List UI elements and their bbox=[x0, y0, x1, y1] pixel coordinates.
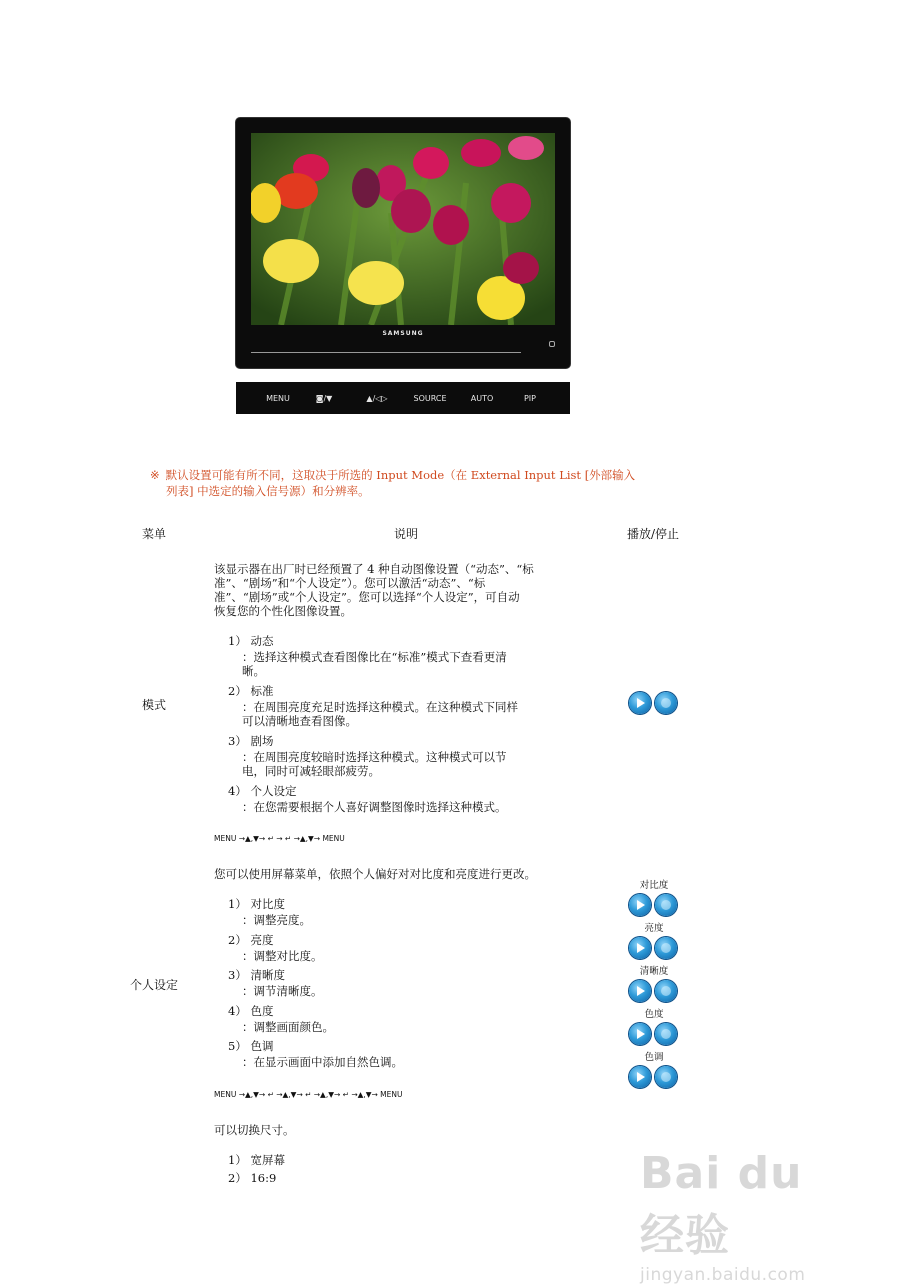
custom-item-desc: ：调节清晰度。 bbox=[242, 984, 323, 998]
play-icon bbox=[637, 698, 645, 708]
custom-intro: 您可以使用屏幕菜单，依照个人偏好对对比度和亮度进行更改。 bbox=[214, 867, 536, 881]
play-button[interactable] bbox=[629, 1066, 651, 1088]
mode-intro-line: 准”、“剧场”和“个人设定”）。您可以激活“动态”、“标 bbox=[214, 576, 486, 590]
stop-button[interactable] bbox=[655, 1023, 677, 1045]
tulip-photo bbox=[251, 133, 555, 325]
mode-item-desc: 可以清晰地查看图像。 bbox=[242, 714, 357, 728]
stop-icon bbox=[661, 698, 671, 708]
note-line-1: 默认设置可能有所不同，这取决于所选的 Input Mode（在 External Input List [外部输入 bbox=[165, 468, 636, 482]
monitor-screen-photo bbox=[251, 133, 555, 325]
bezel-line bbox=[251, 352, 521, 353]
custom-item-desc: ：调整画面颜色。 bbox=[242, 1020, 334, 1034]
custom-item-desc: ：调整亮度。 bbox=[242, 913, 311, 927]
play-icon bbox=[637, 986, 645, 996]
play-icon bbox=[637, 1072, 645, 1082]
play-button[interactable] bbox=[629, 1023, 651, 1045]
stop-icon bbox=[661, 943, 671, 953]
button-label-brightness: 亮度 bbox=[644, 923, 664, 934]
header-menu: 菜单 bbox=[142, 527, 167, 541]
baidu-watermark bbox=[640, 1148, 860, 1285]
mode-intro-line: 恢复您的个性化图像设置。 bbox=[214, 604, 352, 618]
mode-item-desc: ：选择这种模式查看图像比在“标准”模式下查看更清 bbox=[242, 650, 507, 664]
mode-play-stop-buttons bbox=[629, 692, 681, 716]
play-button[interactable] bbox=[629, 692, 651, 714]
mode-item-desc: ：在周围亮度充足时选择这种模式。在这种模式下同样 bbox=[242, 700, 518, 714]
stop-icon bbox=[661, 900, 671, 910]
baidu-logo: Bai du 经验 bbox=[640, 1148, 803, 1261]
color-play-stop-buttons bbox=[629, 1023, 681, 1047]
size-intro: 可以切换尺寸。 bbox=[214, 1123, 295, 1137]
size-item: 1） 宽屏幕 bbox=[228, 1153, 285, 1167]
baidu-url: jingyan.baidu.com bbox=[640, 1265, 806, 1285]
stop-button[interactable] bbox=[655, 980, 677, 1002]
sharpness-play-stop-buttons bbox=[629, 980, 681, 1004]
mode-intro bbox=[214, 562, 604, 618]
mode-item-title: 1） 动态 bbox=[228, 634, 274, 648]
size-item: 2） 16:9 bbox=[228, 1171, 277, 1185]
play-icon bbox=[637, 1029, 645, 1039]
stop-button[interactable] bbox=[655, 894, 677, 916]
stop-icon bbox=[661, 1029, 671, 1039]
play-button[interactable] bbox=[629, 937, 651, 959]
header-description: 说明 bbox=[394, 527, 419, 541]
row-label-custom: 个人设定 bbox=[130, 978, 179, 992]
mode-item-title: 4） 个人设定 bbox=[228, 784, 297, 798]
custom-item-title: 1） 对比度 bbox=[228, 897, 285, 911]
mode-item-desc: 晰。 bbox=[242, 664, 265, 678]
button-label-sharpness: 清晰度 bbox=[639, 966, 669, 977]
menu-key-label: MENU bbox=[266, 394, 290, 403]
button-label-tint: 色调 bbox=[644, 1052, 664, 1063]
custom-item-title: 2） 亮度 bbox=[228, 933, 274, 947]
stop-icon bbox=[661, 1072, 671, 1082]
stop-button[interactable] bbox=[655, 692, 677, 714]
mode-item-title: 2） 标准 bbox=[228, 684, 274, 698]
row-label-mode: 模式 bbox=[142, 698, 167, 712]
note-line-2: 列表] 中选定的输入信号源）和分辨率。 bbox=[166, 484, 370, 498]
play-icon bbox=[637, 900, 645, 910]
custom-item-title: 3） 清晰度 bbox=[228, 968, 285, 982]
custom-item-title: 4） 色度 bbox=[228, 1004, 274, 1018]
custom-item-title: 5） 色调 bbox=[228, 1039, 274, 1053]
play-button[interactable] bbox=[629, 894, 651, 916]
contrast-play-stop-buttons bbox=[629, 894, 681, 918]
pip-key-label: PIP bbox=[523, 394, 536, 403]
play-icon bbox=[637, 943, 645, 953]
button-label-contrast: 对比度 bbox=[639, 880, 669, 891]
mode-item-desc: ：在周围亮度较暗时选择这种模式。这种模式可以节 bbox=[242, 750, 507, 764]
custom-item-desc: ：在显示画面中添加自然色调。 bbox=[242, 1055, 403, 1069]
mode-menu-path: MENU →▲,▼→ ↵ → ↵ →▲,▼→ MENU bbox=[214, 834, 345, 843]
source-key-label: SOURCE bbox=[413, 394, 447, 403]
mode-intro-line: 准”、“剧场”或“个人设定”。您可以选择“个人设定”，可自动 bbox=[214, 590, 520, 604]
monitor-image bbox=[236, 118, 570, 368]
power-indicator bbox=[549, 341, 555, 347]
note-text bbox=[150, 467, 670, 499]
up-volume-key-label: ▲/◁▷ bbox=[366, 394, 388, 403]
stop-button[interactable] bbox=[655, 1066, 677, 1088]
mode-item-desc: ：在您需要根据个人喜好调整图像时选择这种模式。 bbox=[242, 800, 507, 814]
brightness-play-stop-buttons bbox=[629, 937, 681, 961]
stop-button[interactable] bbox=[655, 937, 677, 959]
auto-key-label: AUTO bbox=[470, 394, 494, 403]
mode-item-desc: 电，同时可减轻眼部疲劳。 bbox=[242, 764, 380, 778]
stop-icon bbox=[661, 986, 671, 996]
tint-play-stop-buttons bbox=[629, 1066, 681, 1090]
brightness-down-key-label: ◙/▼ bbox=[315, 394, 333, 403]
button-label-color: 色度 bbox=[644, 1009, 664, 1020]
mode-intro-line: 该显示器在出厂时已经预置了 4 种自动图像设置（“动态”、“标 bbox=[214, 562, 534, 576]
play-button[interactable] bbox=[629, 980, 651, 1002]
brand-logo: SAMSUNG bbox=[382, 330, 424, 337]
mode-item-title: 3） 剧场 bbox=[228, 734, 274, 748]
monitor-button-bar bbox=[236, 382, 570, 414]
note-symbol: ※ bbox=[150, 468, 160, 482]
custom-menu-path: MENU →▲,▼→ ↵ →▲,▼→ ↵ →▲,▼→ ↵ →▲,▼→ MENU bbox=[214, 1090, 403, 1099]
custom-item-desc: ：调整对比度。 bbox=[242, 949, 323, 963]
header-play-stop: 播放/停止 bbox=[627, 527, 680, 541]
